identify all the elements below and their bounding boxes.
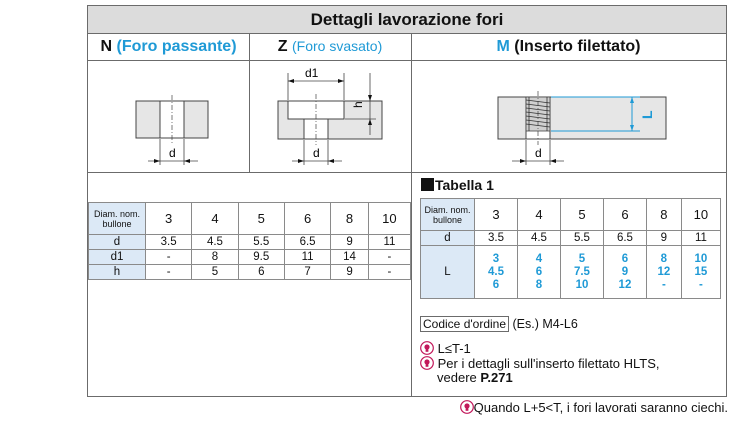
- row-label: d: [89, 235, 146, 250]
- table-cell: 5.5: [238, 235, 284, 250]
- table-cell: 7: [284, 265, 330, 280]
- table-cell: 6: [238, 265, 284, 280]
- left-size-cell: 8: [331, 203, 369, 235]
- table-cell: 4.5: [192, 235, 238, 250]
- table-row: [421, 246, 721, 299]
- note-2: Per i dettagli sull'inserto filettato HLTS, vedere P.271: [420, 356, 660, 385]
- row-label: h: [89, 265, 146, 280]
- divider-diagrams: [88, 172, 726, 173]
- table-cell: 11: [368, 235, 410, 250]
- table-cell: 9.5: [238, 250, 284, 265]
- table-cell: 11: [284, 250, 330, 265]
- section-m-letter: M: [496, 38, 510, 55]
- table-cell: -: [368, 250, 410, 265]
- table-row: [421, 231, 721, 246]
- L-values-cell: 10 15 -: [681, 246, 720, 299]
- n-d-label: d: [169, 146, 176, 160]
- right-size-cell: 8: [646, 199, 681, 231]
- note-1: L≤T-1: [420, 341, 471, 356]
- L-values-cell: 6 9 12: [603, 246, 646, 299]
- section-m-desc: (Inserto filettato): [514, 38, 641, 55]
- right-size-cell: 6: [603, 199, 646, 231]
- left-spec-table: [88, 202, 411, 280]
- L-values-cell: 8 12 -: [646, 246, 681, 299]
- section-z-title: [249, 33, 411, 60]
- table-row: [89, 265, 411, 280]
- section-m-title: [411, 33, 726, 60]
- right-spec-table: [420, 198, 721, 299]
- table-cell: 5.5: [560, 231, 603, 246]
- lightbulb-icon: [460, 400, 474, 414]
- left-size-cell: 5: [238, 203, 284, 235]
- table-cell: 11: [681, 231, 720, 246]
- threaded-insert-diagram: [412, 61, 726, 172]
- section-n-title: [88, 33, 249, 60]
- table-cell: 9: [646, 231, 681, 246]
- table-cell: 9: [331, 265, 369, 280]
- section-z-desc: (Foro svasato): [291, 38, 383, 54]
- z-d1-label: d1: [305, 66, 319, 80]
- order-code-line: [420, 317, 578, 331]
- left-size-cell: 3: [146, 203, 192, 235]
- right-size-cell: 5: [560, 199, 603, 231]
- right-size-cell: 4: [517, 199, 560, 231]
- z-d-label: d: [313, 146, 320, 160]
- sheet-title: Dettagli lavorazione fori: [88, 6, 726, 34]
- table-cell: 6.5: [603, 231, 646, 246]
- m-L-label: L: [639, 110, 655, 119]
- L-values-cell: 3 4.5 6: [475, 246, 518, 299]
- table-1-title: Tabella 1: [421, 177, 494, 193]
- L-values-cell: 4 6 8: [517, 246, 560, 299]
- table-cell: 5: [192, 265, 238, 280]
- table-cell: -: [146, 265, 192, 280]
- lightbulb-icon: [420, 356, 434, 370]
- row-label: d: [421, 231, 475, 246]
- counterbore-diagram: [250, 61, 411, 172]
- right-size-cell: 3: [475, 199, 518, 231]
- black-square-icon: [421, 178, 434, 191]
- table-cell: 3.5: [146, 235, 192, 250]
- table-cell: 8: [192, 250, 238, 265]
- table-row: [89, 235, 411, 250]
- section-n-letter: N: [100, 38, 113, 55]
- m-d-label: d: [535, 146, 542, 160]
- table-cell: 3.5: [475, 231, 518, 246]
- left-table-header-row: [89, 203, 411, 235]
- L-values-cell: 5 7.5 10: [560, 246, 603, 299]
- table-cell: 9: [331, 235, 369, 250]
- section-z-letter: Z: [277, 38, 288, 55]
- left-size-cell: 4: [192, 203, 238, 235]
- table-cell: 14: [331, 250, 369, 265]
- table-cell: -: [368, 265, 410, 280]
- lightbulb-icon: [420, 341, 434, 355]
- table-cell: -: [146, 250, 192, 265]
- through-hole-diagram: [88, 61, 249, 172]
- right-header-label: Diam. nom. bullone: [421, 199, 475, 231]
- table-row: [89, 250, 411, 265]
- left-header-label: Diam. nom. bullone: [89, 203, 146, 235]
- order-code-example: (Es.) M4-L6: [512, 317, 578, 331]
- right-size-cell: 10: [681, 199, 720, 231]
- page-reference: P.271: [480, 370, 513, 385]
- left-size-cell: 10: [368, 203, 410, 235]
- table-cell: 6.5: [284, 235, 330, 250]
- footer-note: Quando L+5<T, i fori lavorati saranno ciechi.: [460, 400, 728, 415]
- hole-details-sheet: [87, 5, 727, 397]
- section-n-desc: (Foro passante): [116, 38, 237, 55]
- table-cell: 4.5: [517, 231, 560, 246]
- right-table-header-row: [421, 199, 721, 231]
- left-size-cell: 6: [284, 203, 330, 235]
- z-h-label: h: [351, 101, 365, 108]
- row-label: L: [421, 246, 475, 299]
- row-label: d1: [89, 250, 146, 265]
- order-code-label: Codice d'ordine: [420, 316, 509, 332]
